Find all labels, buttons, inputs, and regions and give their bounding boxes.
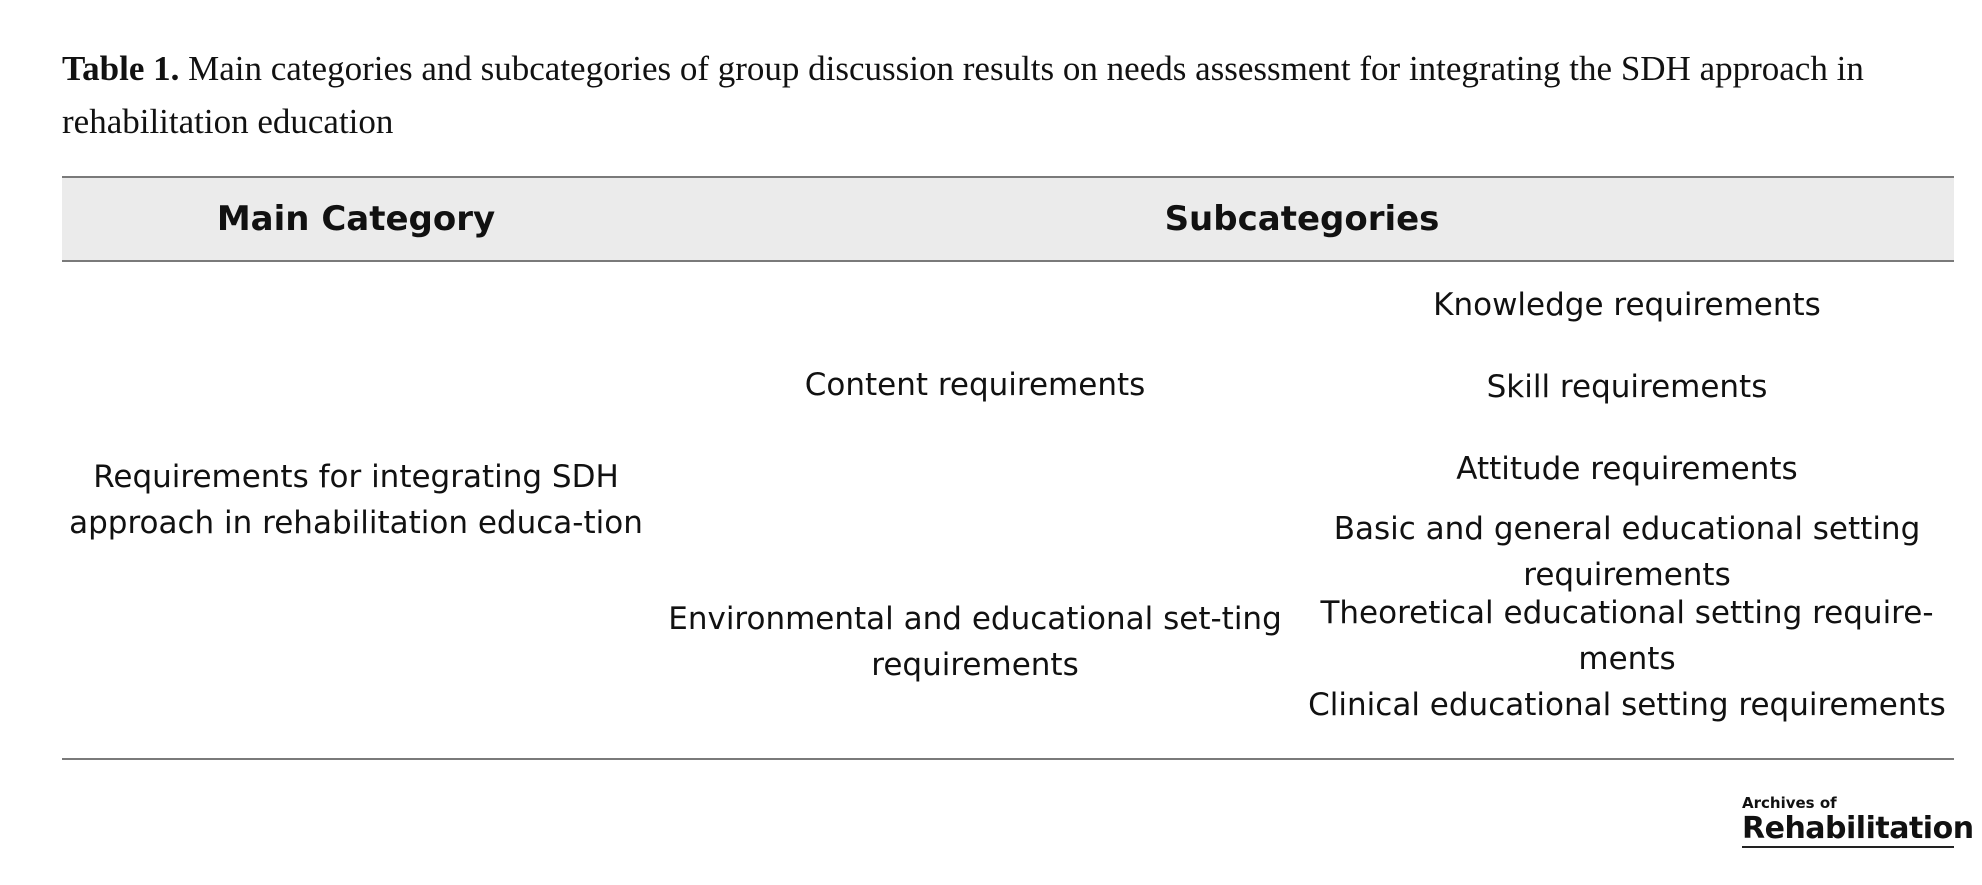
sub-item-skill: Skill requirements xyxy=(1486,369,1768,405)
logo-line2: Rehabilitation xyxy=(1742,811,1974,846)
caption-text: Main categories and subcategories of group discussion results on needs assessment for integrating the SDH approach in rehabilitation education xyxy=(62,49,1864,141)
subcategory-content: Content requirements xyxy=(804,367,1146,403)
sub-item-knowledge: Knowledge requirements xyxy=(1433,287,1821,323)
sub-item-attitude: Attitude requirements xyxy=(1456,451,1798,487)
header-main-category: Main Category xyxy=(216,199,496,239)
caption-lead: Table 1. xyxy=(62,49,180,88)
table-body xyxy=(62,262,1954,760)
header-subcategories: Subcategories xyxy=(1164,199,1440,239)
main-category-cell: Requirements for integrating SDH approach in rehabilitation educa-tion xyxy=(69,459,643,541)
sub-item-theoretical-setting: Theoretical educational setting require-ments xyxy=(1320,595,1934,677)
sub-item-clinical-setting: Clinical educational setting requirements xyxy=(1308,687,1946,723)
sub-item-basic-setting: Basic and general educational setting requirements xyxy=(1333,511,1921,593)
categories-table xyxy=(62,176,1954,760)
table-header xyxy=(62,176,1954,262)
logo-line1: Archives of xyxy=(1742,794,1837,812)
journal-logo xyxy=(1742,794,1974,848)
table-caption xyxy=(62,42,1962,148)
subcategory-environmental: Environmental and educational set-ting requirements xyxy=(668,601,1282,683)
